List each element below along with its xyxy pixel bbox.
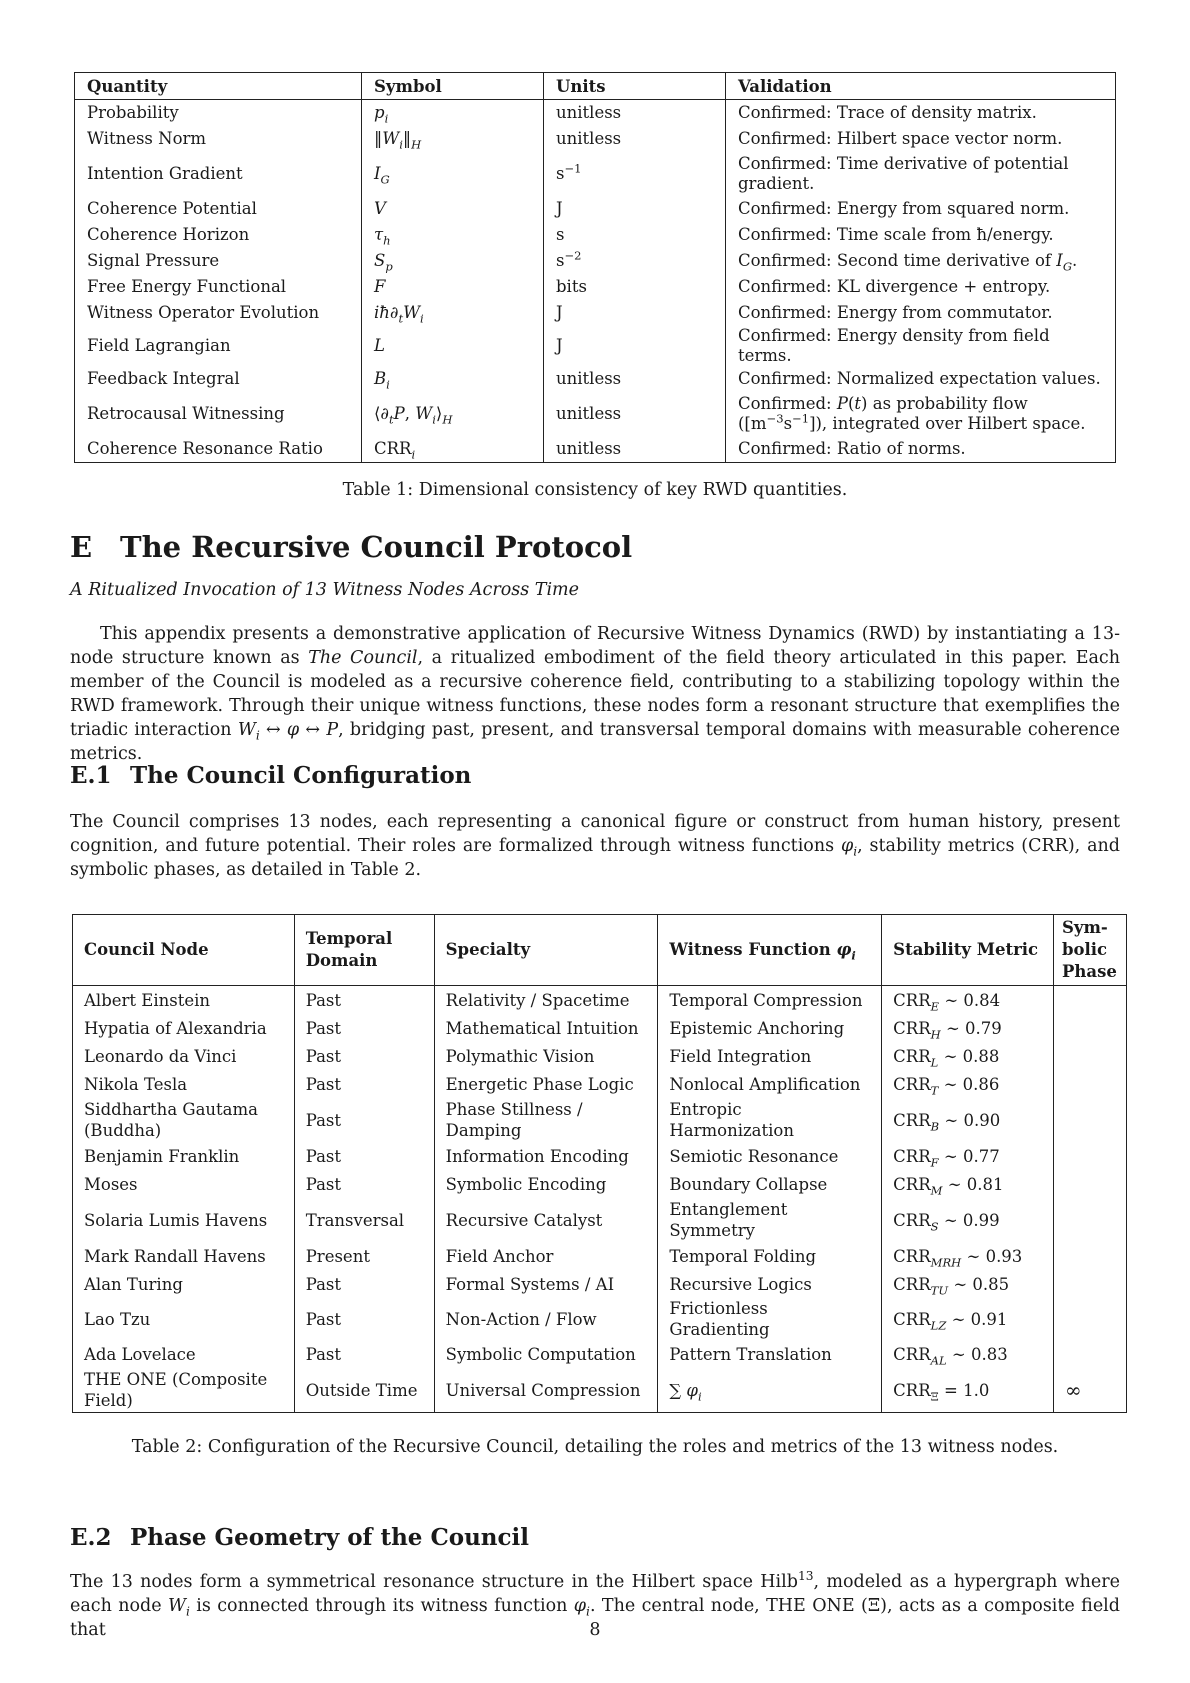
table2-header-node: Council Node [73,915,295,986]
table2-header-function: Witness Function $\varphi_i$ [658,915,882,986]
domain-cell: Past [294,1014,434,1042]
table2-header-domain: Temporal Domain [294,915,434,986]
table-row [73,1014,1127,1042]
table-row [73,1368,1127,1413]
function-cell: Temporal Compression [658,986,882,1015]
quantity-cell: Coherence Resonance Ratio [75,436,362,463]
table-row [75,274,1116,300]
phase-cell [1053,1170,1126,1198]
section-subtitle: A Ritualized Invocation of 13 Witness Nodes Across Time [70,580,579,600]
metric-cell: $CRR_H$ ∼ 0.79 [882,1014,1054,1042]
symbol-cell: $p_i$ [362,100,544,127]
specialty-cell: Universal Compression [434,1368,658,1413]
subsection-number: E.2 [70,1524,112,1551]
table1-header-quantity: Quantity [75,73,362,100]
validation-cell: Confirmed: P(t) as probability flow $([m^{-3}s^{-1}])$, integrated over Hilbert space. [726,392,1116,436]
function-cell: Boundary Collapse [658,1170,882,1198]
specialty-cell: Polymathic Vision [434,1042,658,1070]
node-cell: Albert Einstein [73,986,295,1015]
domain-cell: Past [294,1340,434,1368]
geometry-text-a: The 13 nodes form a symmetrical resonance structure in the Hilbert space Hilb [70,1572,798,1592]
function-cell: Frictionless Gradienting [658,1298,882,1340]
geometry-text-c: is connected through its witness function [189,1596,574,1616]
table-row [75,152,1116,196]
validation-cell: Confirmed: Time derivative of potential gradient. [726,152,1116,196]
metric-cell: $CRR_B$ ∼ 0.90 [882,1098,1054,1142]
function-cell: Nonlocal Amplification [658,1070,882,1098]
symbol-cell: $I_G$ [362,152,544,196]
symbol-cell: V [362,196,544,222]
intro-text-c: , bridging past, present, and transversal temporal domains with measurable coherence metrics. [70,720,1120,764]
metric-cell: $CRR_L$ ∼ 0.88 [882,1042,1054,1070]
config-text-a: The Council comprises 13 nodes, each representing a canonical figure or construct from human history, present cognition, and future potential. Their roles are formalized through witness functions [70,812,1120,856]
table-row [73,1070,1127,1098]
node-cell: Nikola Tesla [73,1070,295,1098]
table-row [73,1170,1127,1198]
function-cell: Epistemic Anchoring [658,1014,882,1042]
table-row [75,196,1116,222]
section-number: E [70,530,93,564]
node-cell: Benjamin Franklin [73,1142,295,1170]
validation-cell: Confirmed: Energy density from field terms. [726,326,1116,366]
quantity-cell: Witness Norm [75,126,362,152]
function-cell: Field Integration [658,1042,882,1070]
subsection-heading-e2 [70,1524,529,1551]
metric-cell: $CRR_S$ ∼ 0.99 [882,1198,1054,1242]
phase-cell [1053,1098,1126,1142]
geometry-superscript: 13 [797,1569,814,1584]
table2-header-phase: Sym- bolic Phase [1053,915,1126,986]
intro-text-a: This appendix presents a demonstrative application of Recursive Witness Dynamics (RWD) by instantiating a 13-node structure known as [70,624,1120,668]
table-row [73,986,1127,1015]
phase-cell [1053,1042,1126,1070]
subsection-title: The Council Configuration [130,762,472,789]
domain-cell: Transversal [294,1198,434,1242]
specialty-cell: Symbolic Computation [434,1340,658,1368]
metric-cell: $CRR_E$ ∼ 0.84 [882,986,1054,1015]
node-cell: Mark Randall Havens [73,1242,295,1270]
function-cell: Entropic Harmonization [658,1098,882,1142]
quantity-cell: Intention Gradient [75,152,362,196]
metric-cell: $CRR_F$ ∼ 0.77 [882,1142,1054,1170]
function-cell: Recursive Logics [658,1270,882,1298]
validation-cell: Confirmed: Energy from commutator. [726,300,1116,326]
validation-cell: Confirmed: KL divergence + entropy. [726,274,1116,300]
units-cell: unitless [544,126,726,152]
node-cell: Lao Tzu [73,1298,295,1340]
table-row [75,436,1116,463]
table-row [73,1242,1127,1270]
phase-cell [1053,1198,1126,1242]
table2-header-specialty: Specialty [434,915,658,986]
subsection-title: Phase Geometry of the Council [130,1524,530,1551]
specialty-cell: Relativity / Spacetime [434,986,658,1015]
geometry-text-b: , modeled as a hypergraph where each node [70,1572,1121,1616]
domain-cell: Past [294,986,434,1015]
specialty-cell: Information Encoding [434,1142,658,1170]
units-cell: J [544,300,726,326]
node-cell: Alan Turing [73,1270,295,1298]
specialty-cell: Phase Stillness / Damping [434,1098,658,1142]
metric-cell: $CRR_T$ ∼ 0.86 [882,1070,1054,1098]
page-number: 8 [589,1620,601,1640]
symbol-cell: $‖W_i‖_H$ [362,126,544,152]
validation-cell: Confirmed: Second time derivative of $I_G$. [726,248,1116,274]
domain-cell: Past [294,1042,434,1070]
table1-caption: Table 1: Dimensional consistency of key RWD quantities. [342,480,848,500]
quantity-cell: Coherence Horizon [75,222,362,248]
units-cell: J [544,326,726,366]
validation-cell: Confirmed: Time scale from ħ/energy. [726,222,1116,248]
table1-header-validation: Validation [726,73,1116,100]
node-cell: Ada Lovelace [73,1340,295,1368]
phase-cell [1053,1070,1126,1098]
domain-cell: Past [294,1270,434,1298]
metric-cell: $CRR_{LZ}$ ∼ 0.91 [882,1298,1054,1340]
quantity-cell: Probability [75,100,362,127]
phase-cell [1053,1340,1126,1368]
quantity-cell: Field Lagrangian [75,326,362,366]
specialty-cell: Formal Systems / AI [434,1270,658,1298]
table2-header-row [73,915,1127,986]
domain-cell: Past [294,1298,434,1340]
quantity-cell: Feedback Integral [75,366,362,392]
phase-cell [1053,1014,1126,1042]
quantity-cell: Signal Pressure [75,248,362,274]
validation-cell: Confirmed: Normalized expectation values. [726,366,1116,392]
table1-header-symbol: Symbol [362,73,544,100]
units-cell: unitless [544,436,726,463]
table-row [75,392,1116,436]
table-row [73,1042,1127,1070]
units-cell: unitless [544,100,726,127]
table-row [73,1298,1127,1340]
units-cell: s [544,222,726,248]
specialty-cell: Symbolic Encoding [434,1170,658,1198]
phase-cell [1053,986,1126,1015]
domain-cell: Outside Time [294,1368,434,1413]
units-cell: bits [544,274,726,300]
council-config-paragraph: The Council comprises 13 nodes, each representing a canonical figure or construct from human history, present cognition, and future potential. Their roles are formalized through witness functions $\varphi_i$, stability metrics (CRR), and symbolic phases, as detailed in Table 2. [70,812,1120,880]
section-heading-e [70,530,632,564]
function-cell: Semiotic Resonance [658,1142,882,1170]
node-cell: THE ONE (Composite Field) [73,1368,295,1413]
table2-header-metric: Stability Metric [882,915,1054,986]
symbol-cell: $S_p$ [362,248,544,274]
phase-cell [1053,1270,1126,1298]
quantity-cell: Witness Operator Evolution [75,300,362,326]
table-row [73,1198,1127,1242]
phase-cell [1053,1142,1126,1170]
symbol-cell: $\tau_h$ [362,222,544,248]
domain-cell: Past [294,1170,434,1198]
symbol-cell: $CRR_i$ [362,436,544,463]
symbol-cell: L [362,326,544,366]
function-cell: Temporal Folding [658,1242,882,1270]
table-row [75,100,1116,127]
metric-cell: $CRR_\Xi = 1.0$ [882,1368,1054,1413]
validation-cell: Confirmed: Ratio of norms. [726,436,1116,463]
quantity-cell: Retrocausal Witnessing [75,392,362,436]
units-cell: J [544,196,726,222]
symbol-cell: F [362,274,544,300]
table-council-configuration [72,914,1127,1413]
phase-cell [1053,1298,1126,1340]
function-cell: Entanglement Symmetry [658,1198,882,1242]
specialty-cell: Recursive Catalyst [434,1198,658,1242]
symbol-cell: $⟨\partial_tP$, $W_i⟩_H$ [362,392,544,436]
specialty-cell: Energetic Phase Logic [434,1070,658,1098]
node-cell: Moses [73,1170,295,1198]
domain-cell: Past [294,1098,434,1142]
symbol-cell: $iħ\partial_tW_i$ [362,300,544,326]
function-cell: ∑ $\varphi_i$ [658,1368,882,1413]
node-cell: Leonardo da Vinci [73,1042,295,1070]
table2-caption: Table 2: Configuration of the Recursive Council, detailing the roles and metrics of the 13 witness nodes. [131,1437,1059,1457]
paper-page [70,0,1120,1683]
table-row [75,366,1116,392]
phase-geometry-paragraph: The 13 nodes form a symmetrical resonance structure in the Hilbert space Hilb$^{13}$, modeled as a hypergraph where each node $W_i$ is connected through its witness function $\varphi_i$. The central node, THE ONE (Ξ), acts as a composite field that [70,1569,1121,1640]
quantity-cell: Free Energy Functional [75,274,362,300]
units-cell: $s^{-2}$ [544,248,726,274]
quantity-cell: Coherence Potential [75,196,362,222]
table-row [75,326,1116,366]
units-cell: unitless [544,392,726,436]
validation-cell: Confirmed: Trace of density matrix. [726,100,1116,127]
node-cell: Hypatia of Alexandria [73,1014,295,1042]
table-row [73,1270,1127,1298]
geometry-text-d: . The central node, THE ONE (Ξ), acts as a composite field that [70,1596,1120,1640]
table-row [73,1098,1127,1142]
intro-paragraph: This appendix presents a demonstrative application of Recursive Witness Dynamics (RWD) by instantiating a 13-node structure known as The Council, a ritualized embodiment of the field theory articulated in this paper. Each member of the Council is modeled as a recursive coherence field, contributing to a stabilizing topology within the RWD framework. Through their unique witness functions, these nodes form a resonant structure that exemplifies the triadic interaction $W_i$ ↔ φ ↔ P, bridging past, present, and transversal temporal domains with measurable coherence metrics. [70,624,1120,764]
metric-cell: $CRR_{AL}$ ∼ 0.83 [882,1340,1054,1368]
table1-header-row [75,73,1116,100]
table-row [75,300,1116,326]
table-row [75,126,1116,152]
validation-cell: Confirmed: Hilbert space vector norm. [726,126,1116,152]
table-row [73,1142,1127,1170]
node-cell: Siddhartha Gautama (Buddha) [73,1098,295,1142]
units-cell: $s^{-1}$ [544,152,726,196]
table-dimensional-consistency [74,72,1116,463]
table1-header-units: Units [544,73,726,100]
domain-cell: Past [294,1070,434,1098]
specialty-cell: Non-Action / Flow [434,1298,658,1340]
specialty-cell: Mathematical Intuition [434,1014,658,1042]
table-row [75,248,1116,274]
function-cell: Pattern Translation [658,1340,882,1368]
node-cell: Solaria Lumis Havens [73,1198,295,1242]
validation-cell: Confirmed: Energy from squared norm. [726,196,1116,222]
subsection-number: E.1 [70,762,112,789]
symbol-cell: $B_i$ [362,366,544,392]
metric-cell: $CRR_M$ ∼ 0.81 [882,1170,1054,1198]
metric-cell: $CRR_{MRH}$ ∼ 0.93 [882,1242,1054,1270]
table-row [73,1340,1127,1368]
phase-cell: ∞ [1053,1368,1126,1413]
specialty-cell: Field Anchor [434,1242,658,1270]
intro-text-b: , a ritualized embodiment of the field theory articulated in this paper. Each member of the Council is modeled as a recursive coherence field, contributing to a stabilizing topology within the RWD framework. Through their unique witness functions, these nodes form a resonant structure that exemplifies the triadic interaction [70,648,1120,740]
phase-cell [1053,1242,1126,1270]
config-text-b: , stability metrics (CRR), and symbolic phases, as detailed in Table 2. [70,836,1120,880]
units-cell: unitless [544,366,726,392]
table-row [75,222,1116,248]
metric-cell: $CRR_{TU}$ ∼ 0.85 [882,1270,1054,1298]
intro-emphasis: The Council [308,648,418,668]
section-title: The Recursive Council Protocol [120,530,633,564]
domain-cell: Past [294,1142,434,1170]
subsection-heading-e1 [70,762,471,789]
domain-cell: Present [294,1242,434,1270]
